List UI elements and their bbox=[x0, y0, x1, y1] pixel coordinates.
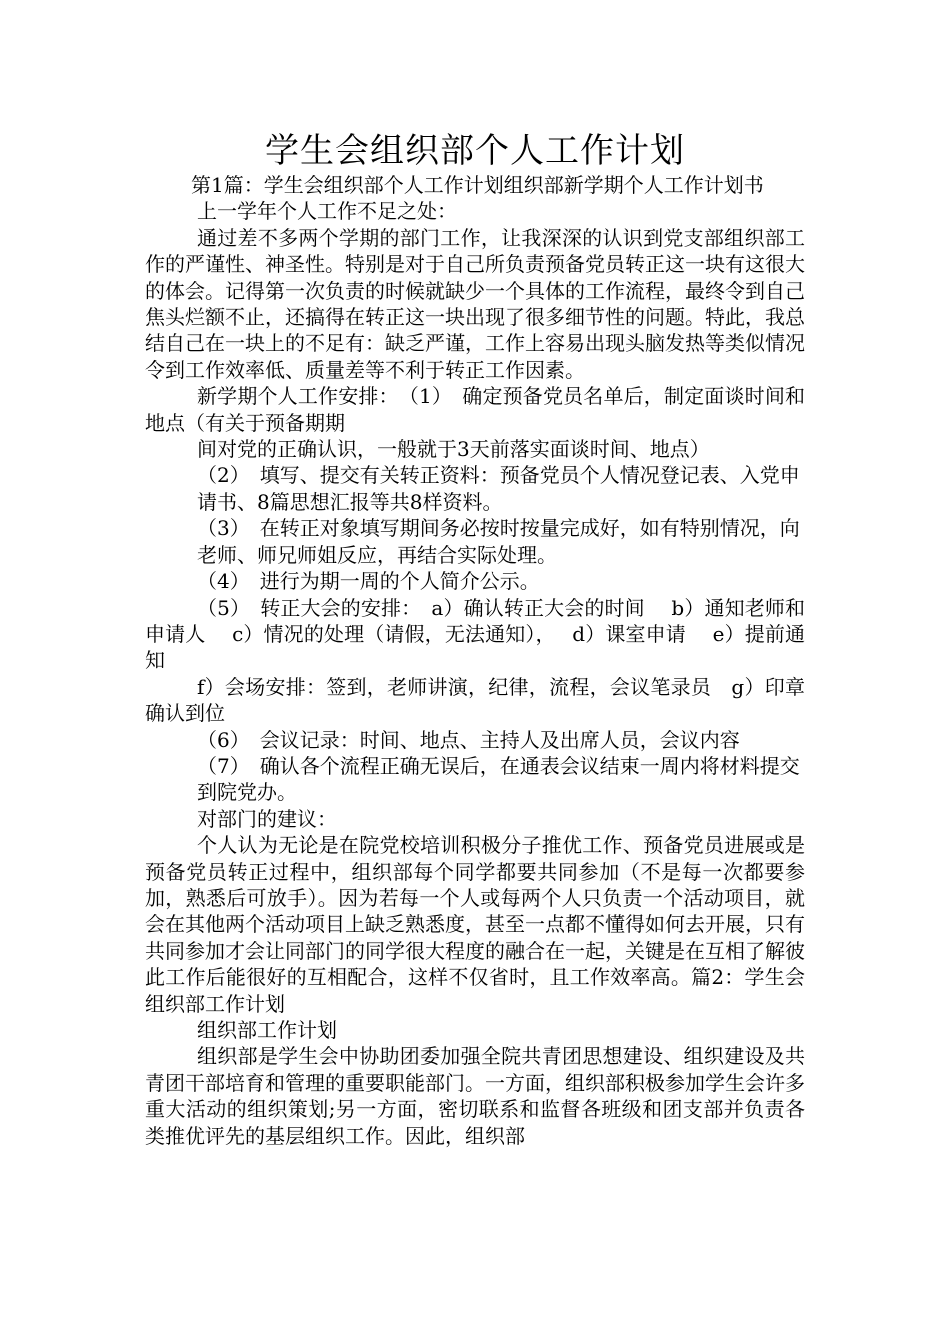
paragraph: 到院党办。 bbox=[197, 780, 297, 805]
paragraph: 上一学年个人工作不足之处： bbox=[197, 199, 457, 224]
paragraph: （6） 会议记录：时间、地点、主持人及出席人员，会议内容 bbox=[197, 727, 740, 752]
paragraph: 个人认为无论是在院党校培训积极分子推优工作、预备党员进展或是预备党员转正过程中，组织部每个同学都要共同参加（不是每一次都要参加，熟悉后可放手）。因为若每一个人或每两个人只负责一个活动项目，就会在其他两个活动项目上缺乏熟悉度，甚至一点都不懂得如何去开展，只有共同参加才会让同部门的同学很大程度的融合在一起，关键是在互相了解彼此工作后能很好的互相配合，这样不仅省时，且工作效率高。篇2：学生会组织部工作计划 bbox=[145, 833, 805, 1016]
paragraph: 组织部工作计划 bbox=[197, 1018, 337, 1042]
paragraph: 组织部是学生会中协助团委加强全院共青团思想建设、组织建设及共青团干部培育和管理的重要职能部门。一方面，组织部积极参加学生会许多重大活动的组织策划;另一方面，密切联系和监督各班级和团支部并负责各类推优评先的基层组织工作。因此，组织部 bbox=[145, 1044, 805, 1148]
paragraph: （7） 确认各个流程正确无误后，在通表会议结束一周内将材料提交 bbox=[197, 753, 800, 778]
paragraph: 老师、师兄师姐反应，再结合实际处理。 bbox=[197, 542, 557, 567]
paragraph: 新学期个人工作安排： （1） 确定预备党员名单后，制定面谈时间和地点（有关于预备期期 bbox=[145, 384, 805, 435]
paragraph: 请书、8篇思想汇报等共8样资料。 bbox=[197, 489, 503, 514]
paragraph: f）会场安排：签到，老师讲演，纪律，流程，会议笔录员 g）印章确认到位 bbox=[145, 674, 805, 726]
paragraph: （3） 在转正对象填写期间务必按时按量完成好，如有特别情况，向 bbox=[197, 516, 800, 541]
paragraph: （4） 进行为期一周的个人简介公示。 bbox=[197, 569, 540, 594]
document-title: 学生会组织部个人工作计划 bbox=[265, 131, 685, 171]
paragraph: 对部门的建议： bbox=[197, 806, 337, 831]
paragraph: 第1篇：学生会组织部个人工作计划组织部新学期个人工作计划书 bbox=[191, 173, 764, 197]
paragraph: （2） 填写、提交有关转正资料：预备党员个人情况登记表、入党申 bbox=[197, 463, 800, 488]
paragraph: 间对党的正确认识，一般就于3天前落实面谈时间、地点） bbox=[197, 437, 710, 462]
document-body bbox=[145, 172, 805, 1149]
paragraph: 通过差不多两个学期的部门工作，让我深深的认识到党支部组织部工作的严谨性、神圣性。特别是对于自己所负责预备党员转正这一块有这很大的体会。记得第一次负责的时候就缺少一个具体的工作流程，最终令到自己焦头烂额不止，还搞得在转正这一块出现了很多细节性的问题。特此，我总结自己在一块上的不足有：缺乏严谨，工作上容易出现头脑发热等类似情况令到工作效率低、质量差等不利于转正工作因素。 bbox=[145, 225, 805, 382]
paragraph: （5） 转正大会的安排： a）确认转正大会的时间 b）通知老师和申请人 c）情况的处理（请假，无法通知）， d）课室申请 e）提前通知 bbox=[145, 595, 805, 673]
